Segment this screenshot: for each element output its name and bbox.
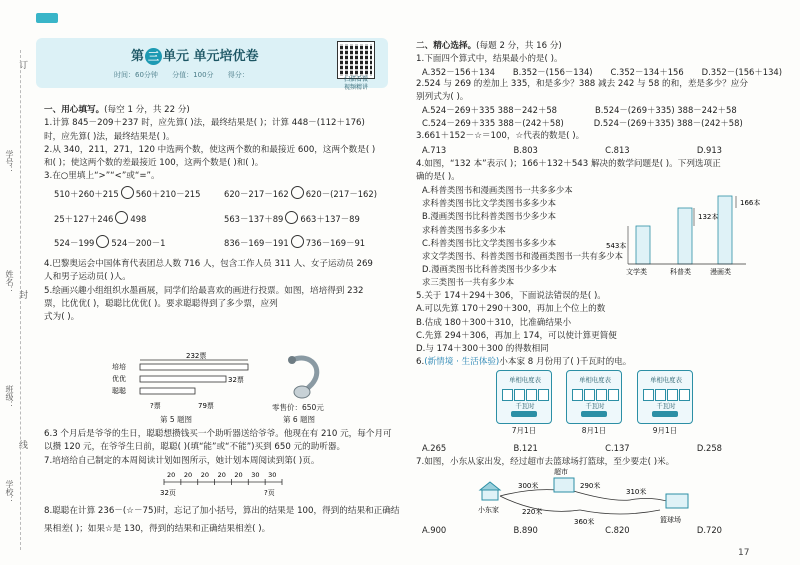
- gutter-label: 姓名：: [5, 270, 14, 294]
- question-text: 7.如图，小东从家出发，经过超市去篮球场打篮球，至少要走( )米。: [416, 457, 675, 467]
- question-text: 以攒 120 元，在爷爷生日前，聪聪( )(填“能”或“不能”)买到 650 元的助听器。: [44, 442, 346, 453]
- fig7-end: ?页: [264, 489, 275, 497]
- top-tag: [36, 13, 58, 23]
- gutter-label: 学号：: [5, 150, 14, 174]
- options-q2: [422, 104, 743, 131]
- option[interactable]: C.科普类图书比文学类图书多多少本: [422, 237, 557, 248]
- option[interactable]: C.352－134＋156: [610, 67, 684, 77]
- map-home: 小东家: [478, 506, 499, 514]
- question-text: 票，比优优( )，聪聪比优优( )。要求聪聪得到了多少票，应列: [44, 298, 278, 309]
- option[interactable]: A.265: [422, 443, 447, 453]
- question-text: 4.巴黎奥运会中国体育代表团总人数 716 人，包含工作人员 311 人、女子运动员 269: [44, 259, 373, 269]
- meter-july: 单相电度表 千瓦时 7月1日: [496, 370, 552, 432]
- fig4-label: 科普类: [670, 268, 691, 276]
- map-d2: 290米: [580, 482, 601, 490]
- gutter-mark: 封: [17, 290, 27, 299]
- option[interactable]: D.524－(269＋335) 388－(242＋58): [593, 118, 743, 129]
- left-column-cont: [44, 258, 394, 324]
- option[interactable]: B.803: [513, 145, 538, 155]
- question-text: 2.524 与 269 的差加上 335，和是多少？388 减去 242 与 58 的和，差是多少？应分: [416, 79, 748, 89]
- question-text: 8.聪聪在计算 236－(☆－75)时，忘记了加小括号，算出的结果是 100，得到的结果和正确结: [44, 506, 400, 516]
- option[interactable]: A.科普类图书和漫画类图书一共多多少本: [422, 185, 573, 195]
- compare-item: 563－137＋89 663＋137－89: [224, 211, 360, 225]
- gutter-label: 班级：: [5, 385, 14, 409]
- figure-7-reading-plan: [160, 470, 290, 498]
- question-text: 1.计算 845－209＋237 时，应先算( )法，最终结果是( )；计算 448－(112＋176): [44, 118, 365, 129]
- question-text: 4.如图，“132 本”表示( )；166＋132＋543 解决的数学问题是( )。下列选项正: [416, 159, 721, 169]
- compare-item: 25＋127＋246 498: [54, 211, 146, 225]
- fig4-c: 166本: [740, 199, 761, 207]
- fig7-seg-label: 20: [183, 471, 193, 479]
- options-row: [422, 66, 782, 78]
- meter-date: 7月1日: [511, 426, 537, 435]
- question-text: 5.绘画兴趣小组组织水墨画展，同学们给最喜欢的画进行投票。如图，培培得到 232: [44, 285, 364, 296]
- option[interactable]: C.813: [605, 145, 630, 155]
- question-text: 6.(新情境 · 生活体验)小本家 8 月份用了( )千瓦时的电。: [416, 357, 632, 368]
- question-text: 人和男子运动员( )人。: [44, 272, 131, 283]
- question-text: 3.在○里填上“>”“<”或“=”。: [44, 171, 160, 182]
- hearing-aid-icon: [278, 354, 330, 402]
- exam-meta: [114, 70, 261, 80]
- fig4-label: 文学类: [626, 268, 647, 276]
- option-cont: 求文学类图书、科普类图书和漫画类图书一共有多少本: [422, 251, 623, 262]
- compare-circle[interactable]: [291, 235, 304, 248]
- unit-title: [131, 45, 259, 65]
- basketball-court-icon: [666, 494, 688, 508]
- map-d3: 310米: [626, 488, 647, 496]
- figure-4-book-chart: [606, 190, 776, 276]
- question-text: 别列式为( )。: [416, 92, 469, 103]
- question-text: 5.关于 174＋294＋306，下面说法错误的是( )。: [416, 291, 606, 301]
- option[interactable]: D.与 174＋300＋300 的得数相同: [416, 344, 549, 355]
- options-q3: [422, 145, 722, 155]
- option[interactable]: D.352－(156＋134): [701, 67, 782, 77]
- qr-caption: [334, 76, 378, 92]
- fig7-seg-label: 20: [234, 471, 243, 479]
- unit-number: 三: [145, 48, 162, 65]
- map-d4: 220米: [522, 508, 543, 516]
- meter-august: 单相电度表 千瓦时 8月1日: [566, 370, 622, 432]
- bar-science: [678, 208, 692, 264]
- unit-suffix: 单元 单元培优卷: [163, 49, 259, 64]
- fig4-a: 543本: [606, 242, 627, 250]
- question-text: 1.下面四个算式中，结果最小的是( )。: [416, 54, 563, 65]
- binding-gutter: [0, 0, 36, 565]
- option[interactable]: A.713: [422, 145, 447, 155]
- option[interactable]: A.可以先算 170＋290＋300，再加上个位上的数: [416, 304, 606, 315]
- fig6-price: 零售价：650元: [272, 403, 324, 412]
- fig7-seg-label: 30: [268, 471, 277, 479]
- compare-item: 524－199 524－200－1: [54, 235, 165, 249]
- option[interactable]: D.漫画类图书比科普类图书少多少本: [422, 264, 557, 275]
- fig5-caption: 第 5 题图: [160, 415, 193, 424]
- total-score: 分值：100分: [172, 71, 214, 79]
- house-icon: [480, 482, 500, 490]
- option[interactable]: C.137: [605, 443, 630, 453]
- question-text: 3.661＋152－☆＝100，☆代表的数是( )。: [416, 131, 585, 141]
- bar-literature: [636, 226, 650, 264]
- bar-youyou: [140, 376, 226, 382]
- left-column-cont2: [44, 428, 394, 468]
- unit-prefix: 第: [131, 49, 145, 64]
- map-market: 超市: [554, 468, 568, 476]
- options-q4: [422, 184, 632, 290]
- option[interactable]: B.估成 180＋300＋310，比准确结果小: [416, 317, 572, 328]
- compare-circle[interactable]: [121, 186, 134, 199]
- fig7-seg-label: 20: [200, 471, 209, 479]
- option[interactable]: B.890: [513, 525, 538, 535]
- meter-date: 8月1日: [581, 426, 607, 435]
- option[interactable]: A.352－156＋134: [422, 67, 495, 77]
- question-text: 确的是( )。: [416, 172, 460, 183]
- left-column: [44, 104, 394, 184]
- bar-comics: [718, 196, 732, 264]
- compare-circle[interactable]: [115, 211, 128, 224]
- option[interactable]: B.524－(269＋335) 388－242＋58: [595, 105, 737, 115]
- fig5-name: 聪聪: [112, 387, 126, 395]
- fig7-start: 32页: [160, 489, 176, 497]
- fig5-name: 优优: [112, 375, 126, 383]
- option-cont: 求三类图书一共有多少本: [422, 277, 515, 288]
- section-title: 一、用心填写。(每空 1 分，共 22 分): [44, 105, 190, 115]
- fig4-label: 漫画类: [710, 268, 731, 276]
- fig5-b: 32票: [228, 376, 244, 384]
- fig7-seg-label: 30: [251, 471, 260, 479]
- map-court: 篮球场: [660, 516, 681, 524]
- question-text: 式为( )。: [44, 312, 80, 323]
- fig7-seg-label: 20: [217, 471, 226, 479]
- figure-5-bar-model: [110, 352, 260, 416]
- right-column-q2: [416, 78, 786, 105]
- options-q7: [422, 525, 722, 535]
- time-limit: 时间：60分钟: [114, 71, 158, 79]
- score-field[interactable]: 得分：: [227, 71, 249, 79]
- context-tag: (新情境 · 生活体验): [424, 357, 500, 368]
- question-text: 6.3 个月后是爷爷的生日，聪聪想攒钱买一个助听器送给爷爷。他现在有 210 元，每个月可: [44, 429, 392, 439]
- top-strip: [36, 8, 376, 18]
- map-d1: 300米: [518, 482, 539, 490]
- compare-item: 510＋260＋215 560＋210－215: [54, 186, 200, 200]
- gutter-mark: 订: [17, 60, 27, 69]
- fig4-b: 132本: [698, 213, 719, 221]
- bar-peipei: [140, 364, 248, 370]
- compare-circle[interactable]: [285, 211, 298, 224]
- question-text: 和( )；使这两个数的差最接近 100，这两个数是( )和( )。: [44, 158, 264, 169]
- option-cont: 求科普类图书比文学类图书多多少本: [422, 198, 556, 209]
- question-text: 时，应先算( )法，最终结果是( )。: [44, 131, 175, 142]
- compare-item: 836－169－191 736－169－91: [224, 235, 365, 249]
- option[interactable]: C.820: [605, 525, 630, 535]
- option[interactable]: A.900: [422, 525, 447, 535]
- option[interactable]: B.121: [513, 443, 538, 453]
- route-map: [470, 466, 710, 528]
- gutter-mark: 线: [17, 440, 27, 449]
- right-column-q5: [416, 290, 786, 370]
- option-cont: 求科普类图书多多少本: [422, 224, 506, 235]
- cut-line: [20, 50, 21, 550]
- option[interactable]: D.913: [696, 145, 722, 155]
- qr-caption-line: 扫描看微: [343, 76, 368, 83]
- right-column-q4: [416, 158, 786, 185]
- supermarket-icon: [554, 478, 574, 492]
- option[interactable]: B.漫画类图书比科普类图书少多少本: [422, 211, 557, 222]
- compare-item: 620－217－162 620－(217－162): [224, 186, 377, 200]
- qr-code-icon: [338, 42, 374, 78]
- fig5-total: 232票: [186, 352, 207, 360]
- option[interactable]: B.352－(156－134): [512, 67, 593, 77]
- right-column: [416, 40, 786, 67]
- section-title: 二、精心选择。(每题 2 分，共 16 分): [416, 41, 562, 51]
- option[interactable]: A.524－269＋335 388－242＋58: [422, 105, 557, 115]
- option[interactable]: C.524－269＋335 388－(242＋58): [422, 118, 564, 129]
- meter-september: 单相电度表 千瓦时 9月1日: [637, 370, 693, 432]
- options-q6: [422, 443, 722, 453]
- qr-caption-line: 视频精讲: [343, 84, 368, 91]
- page-number: 17: [738, 548, 750, 558]
- bar-congcong: [140, 388, 195, 394]
- question-text: 2.从 340，211，271，120 中选两个数，使这两个数的和最接近 600，这两个数是( ): [44, 144, 376, 155]
- option[interactable]: D.258: [696, 443, 722, 453]
- fig5-name: 培培: [112, 363, 126, 371]
- fig7-seg-label: 20: [167, 471, 176, 479]
- map-d5: 360米: [574, 518, 595, 526]
- compare-circle[interactable]: [291, 186, 304, 199]
- left-column-cont3: [44, 505, 400, 537]
- meter-date: 9月1日: [652, 426, 678, 435]
- gutter-label: 学校：: [5, 480, 14, 504]
- fig5-c: 79票: [198, 402, 214, 410]
- question-text: 7.培培给自己制定的本周阅读计划如图所示，她计划本周阅读到第( )页。: [44, 455, 320, 466]
- fig5-q: ?票: [150, 402, 161, 410]
- option[interactable]: C.先算 294＋306，再加上 174，可以使计算更简便: [416, 330, 617, 341]
- right-column-q3: [416, 130, 786, 143]
- fig6-caption: 第 6 题图: [283, 415, 316, 424]
- option[interactable]: D.720: [696, 525, 722, 535]
- compare-circle[interactable]: [96, 235, 109, 248]
- question-text: 果相差( )；如果☆是 130，得到的结果和正确结果相差( )。: [44, 524, 271, 535]
